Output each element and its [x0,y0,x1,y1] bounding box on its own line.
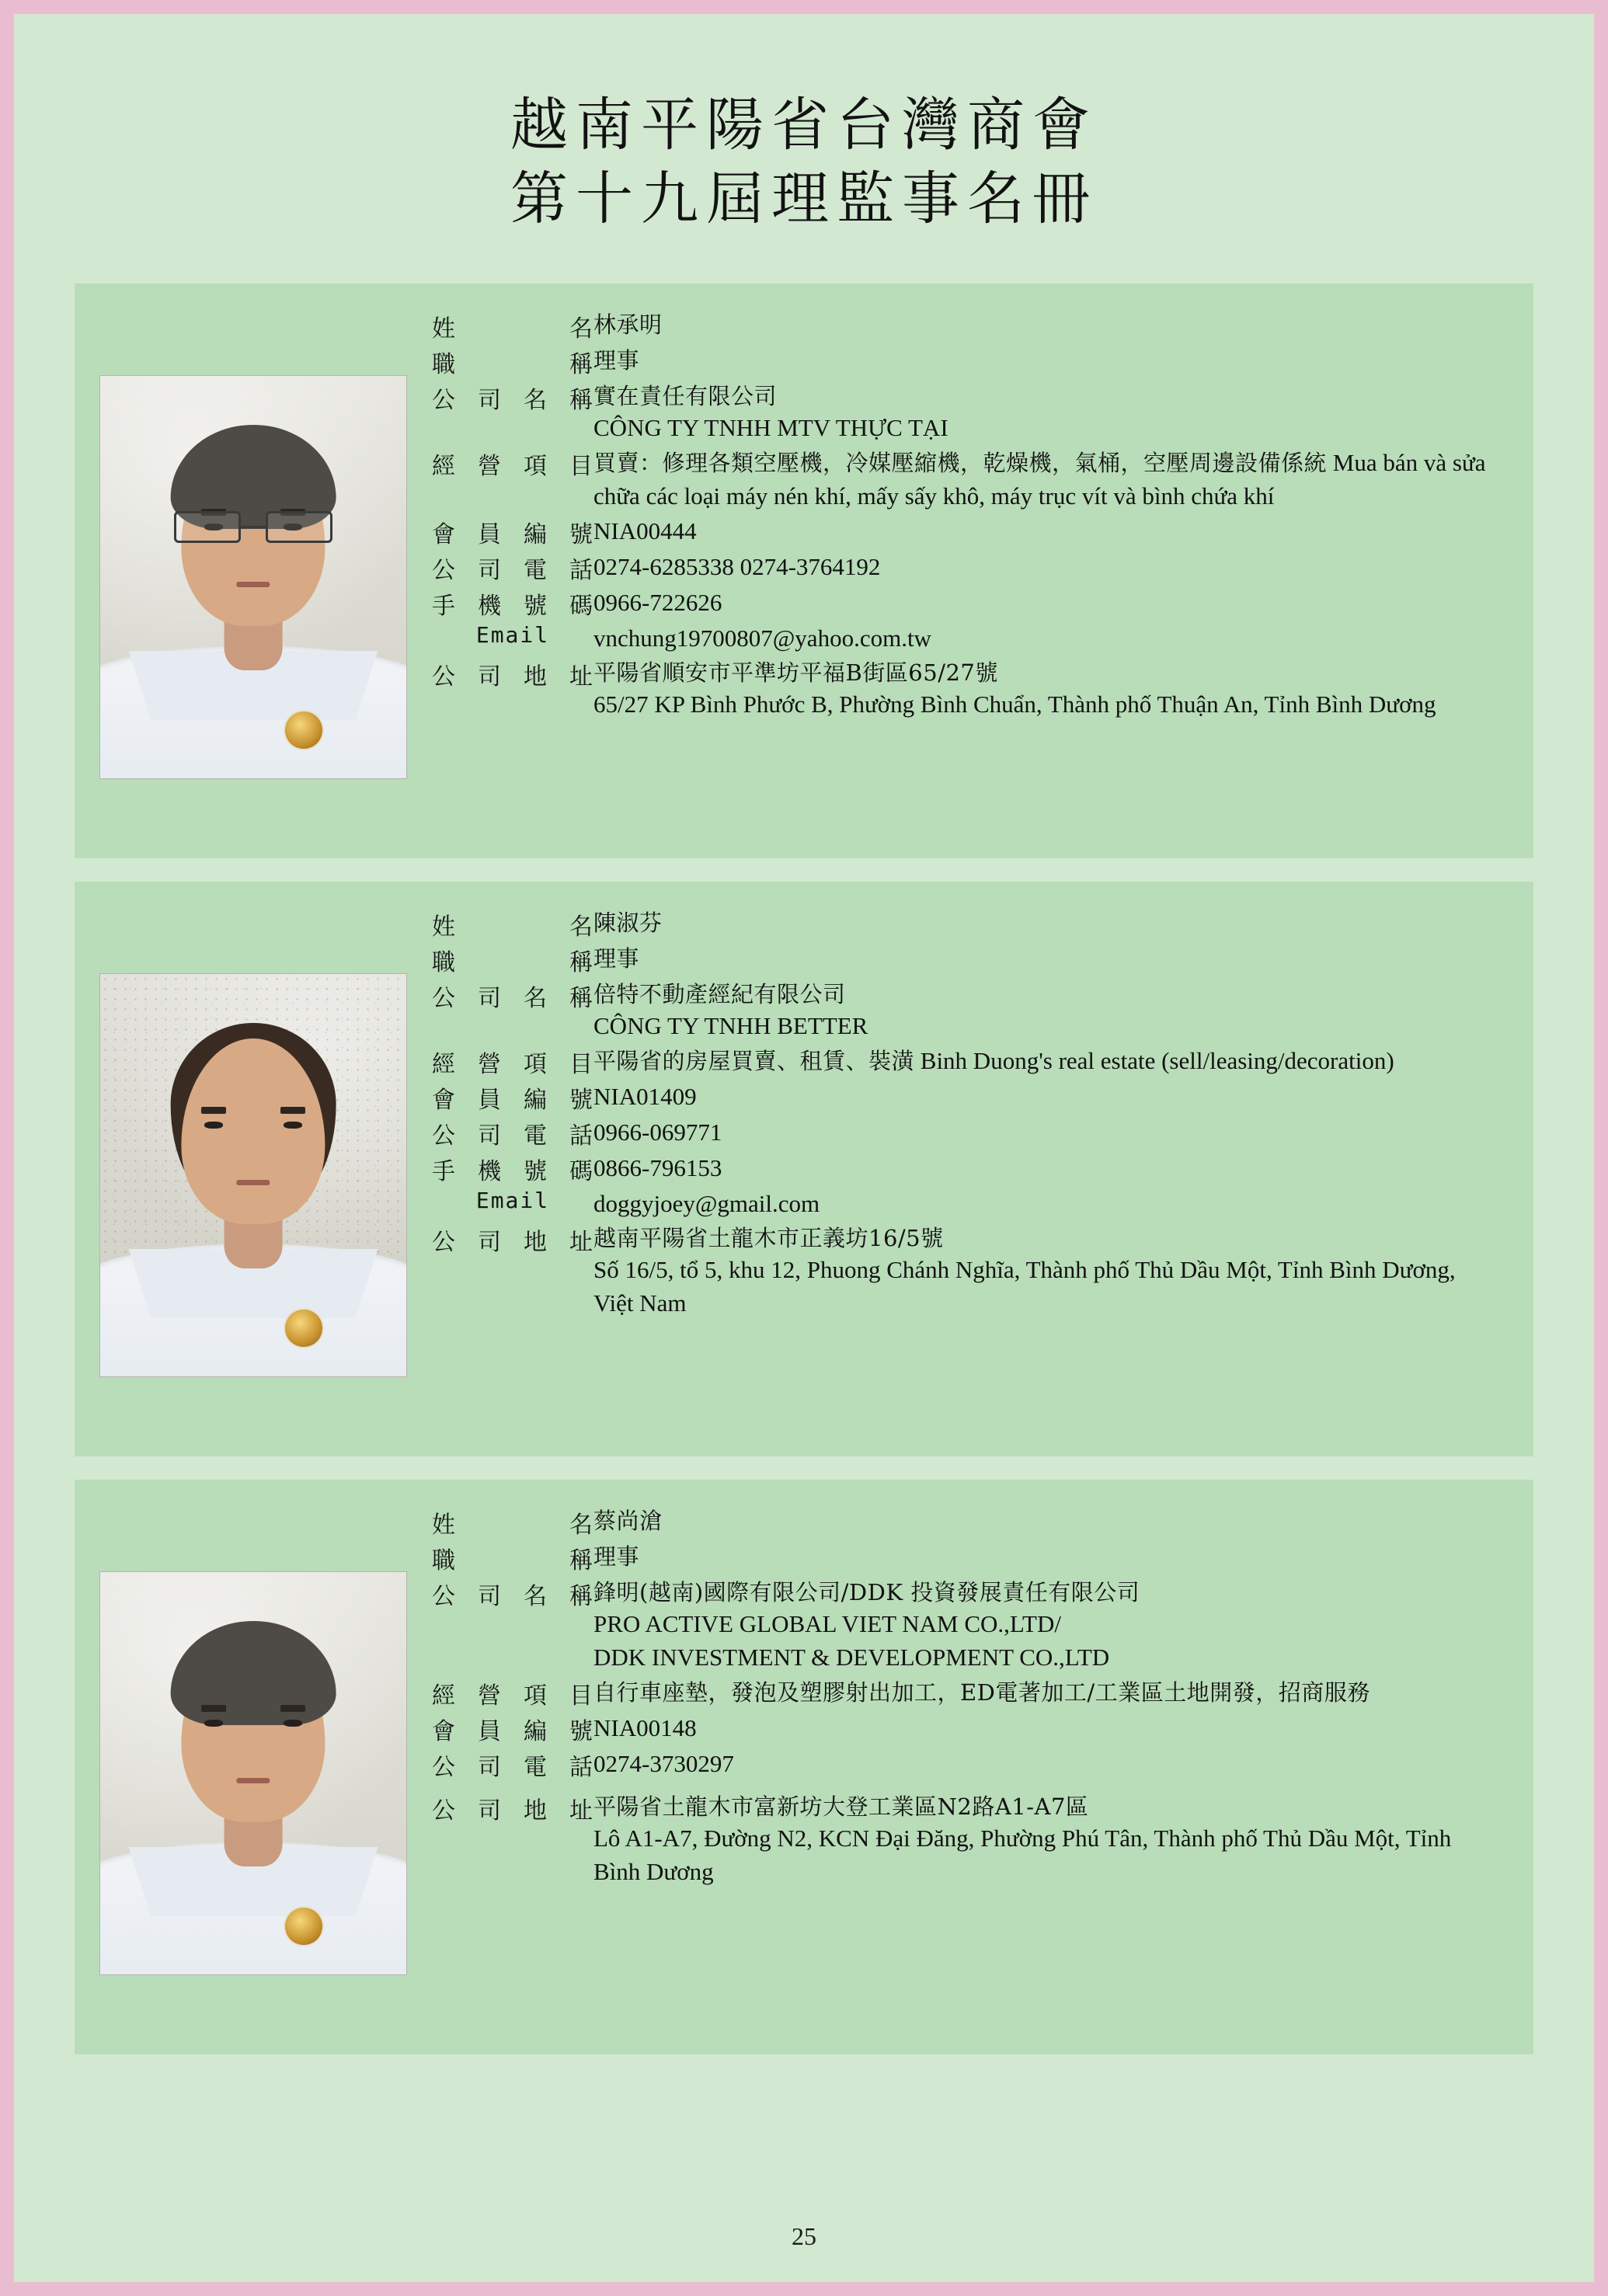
label-company: 公司名稱 [432,985,593,1013]
member-card [75,882,1533,1456]
avatar [99,375,407,779]
label-position: 職稱 [432,949,593,977]
label-member-no: 會員編號 [432,1717,593,1745]
table-row [432,1187,1491,1222]
avatar [99,973,407,1377]
value-mobile: 0966-722626 [593,588,722,616]
value-position: 理事 [593,1543,640,1571]
table-row [432,1747,1491,1783]
table-row [432,380,1491,446]
page-title [14,14,1594,235]
label-business: 經營項目 [432,1051,593,1079]
label-company-phone: 公司電話 [432,556,593,584]
table-row [432,514,1491,550]
member-detail-table [432,1505,1491,1889]
value-company-phone: 0966-069771 [593,1118,722,1146]
label-company: 公司名稱 [432,1583,593,1611]
label-email: Email [475,1188,550,1214]
value-position: 理事 [593,945,640,972]
badge-icon [284,710,323,750]
value-address: 平陽省土龍木市富新坊大登工業區N2路A1-A7區 Lô A1-A7, Đường N2, KCN Đại Đăng, Phường Phú Tân, Thành phố Thủ Dầu Một, Tỉnh Bình Dương [593,1793,1452,1885]
value-name: 蔡尚滄 [593,1508,663,1535]
table-row [432,1540,1491,1576]
label-address: 公司地址 [432,1797,593,1825]
table-row [432,621,1491,656]
title-line-2: 第十九屆理監事名冊 [510,165,1098,232]
table-row [432,344,1491,380]
value-member-no: NIA00148 [593,1713,697,1741]
label-mobile: 手機號碼 [432,592,593,620]
member-photo-container [75,899,432,1439]
member-photo-container [75,301,432,841]
title-line-1: 越南平陽省台灣商會 [510,92,1098,158]
table-row [432,1505,1491,1540]
label-email: Email [475,621,550,648]
badge-icon [284,1308,323,1348]
label-business: 經營項目 [432,453,593,481]
value-email: vnchung19700807@yahoo.com.tw [593,624,931,652]
value-address: 平陽省順安市平準坊平福B街區65/27號 65/27 KP Bình Phước B, Phường Bình Chuẩn, Thành phố Thuận An, Tỉnh Bình Dương [593,659,1436,718]
table-row [432,1044,1491,1080]
member-info [432,301,1533,841]
table-row [432,906,1491,942]
table-row [432,656,1491,722]
page-number: 25 [792,2222,816,2250]
table-row [432,1711,1491,1747]
label-position: 職稱 [432,1547,593,1575]
value-company: 鋒明(越南)國際有限公司/DDK 投資發展責任有限公司 PRO ACTIVE GLOBAL VIET NAM CO.,LTD/ DDK INVESTMENT & DEVELOPMENT CO.,LTD [593,1579,1140,1672]
table-row [432,1080,1491,1115]
member-card [75,284,1533,858]
value-position: 理事 [593,347,640,374]
value-company: 倍特不動產經紀有限公司 CÔNG TY TNHH BETTER [593,981,868,1040]
avatar [99,1571,407,1975]
table-row [432,1790,1491,1890]
value-business: 自行車座墊，發泡及塑膠射出加工，ED電著加工/工業區土地開發，招商服務 [593,1679,1370,1706]
table-row [432,1576,1491,1675]
value-name: 陳淑芬 [593,910,663,937]
document-page [14,14,1594,2282]
value-mobile: 0866-796153 [593,1154,722,1182]
glasses-icon [174,511,333,543]
label-member-no: 會員編號 [432,1087,593,1115]
value-name: 林承明 [593,311,663,339]
label-company: 公司名稱 [432,387,593,415]
table-row [432,308,1491,344]
table-row [432,550,1491,586]
label-business: 經營項目 [432,1682,593,1710]
value-member-no: NIA00444 [593,517,697,544]
member-info [432,1497,1533,2037]
value-business: 買賣：修理各類空壓機，冷媒壓縮機，乾燥機，氣桶，空壓周邊設備係統 Mua bán và sửa chữa các loại máy nén khí, mấy sấy khô, máy trục vít và bình chứa khí [593,449,1486,510]
label-position: 職稱 [432,351,593,379]
value-member-no: NIA01409 [593,1083,697,1111]
value-company: 實在責任有限公司 CÔNG TY TNHH MTV THỰC TẠI [593,383,948,442]
label-member-no: 會員編號 [432,520,593,548]
value-email: doggyjoey@gmail.com [593,1190,820,1218]
table-row [432,446,1491,514]
table-row [432,1675,1491,1711]
value-company-phone: 0274-3730297 [593,1749,734,1777]
member-info [432,899,1533,1439]
member-detail-table [432,906,1491,1320]
member-detail-table [432,308,1491,722]
value-company-phone: 0274-6285338 0274-3764192 [593,552,881,580]
member-card [75,1480,1533,2054]
label-mobile: 手機號碼 [432,1158,593,1186]
value-address: 越南平陽省土龍木市正義坊16/5號 Số 16/5, tổ 5, khu 12, Phuong Chánh Nghĩa, Thành phố Thủ Dầu Một, Tỉnh Bình Dương, Việt Nam [593,1224,1456,1317]
table-row [432,1151,1491,1187]
label-address: 公司地址 [432,1228,593,1256]
table-row [432,1222,1491,1321]
label-name: 姓名 [432,1512,593,1539]
label-name: 姓名 [432,315,593,343]
member-card-list [14,284,1594,2054]
table-row [432,942,1491,978]
spacer-row [432,1783,1491,1790]
table-row [432,586,1491,621]
value-business: 平陽省的房屋買賣、租賃、裝潢 Binh Duong's real estate (sell/leasing/decoration) [593,1047,1394,1075]
label-company-phone: 公司電話 [432,1753,593,1781]
table-row [432,978,1491,1044]
label-company-phone: 公司電話 [432,1122,593,1150]
badge-icon [284,1906,323,1946]
label-name: 姓名 [432,913,593,941]
member-photo-container [75,1497,432,2037]
table-row [432,1115,1491,1151]
label-address: 公司地址 [432,663,593,691]
